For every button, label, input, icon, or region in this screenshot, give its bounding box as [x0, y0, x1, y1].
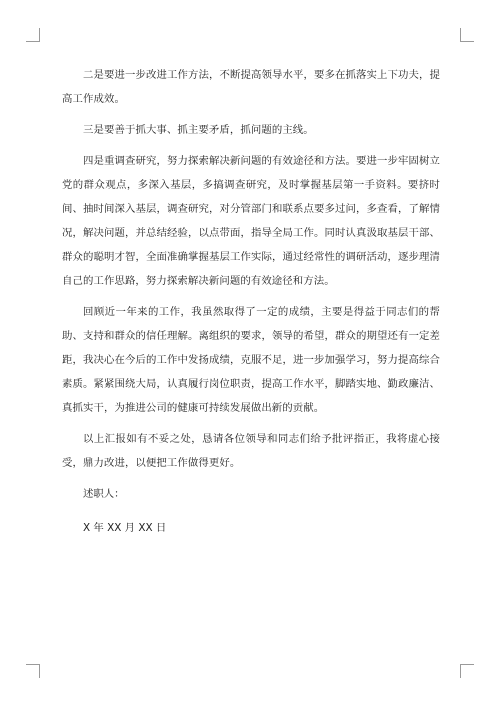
crop-mark-bottom-left [26, 664, 40, 678]
paragraph-method: 二是要进一步改进工作方法，不断提高领导水平，要多在抓落实上下功夫，提高工作成效。 [62, 69, 440, 105]
document-body [62, 63, 440, 540]
paragraph-research: 四是重调查研究，努力探索解决新问题的有效途径和方法。要进一步牢固树立党的群众观点，多深入基层，多搞调查研究，及时掌握基层第一手资料。要挤时间、抽时间深入基层，调查研究，对分管部门和联系点要多过问，多查看，了解情况，解决问题，并总结经验，以点带面，指导全局工作。同时认真汲取基层干部、群众的聪明才智，全面准确掌握基层工作实际，通过经常性的调研活动，逐步理清自己的工作思路，努力探索解决新问题的有效途径和方法。 [62, 155, 440, 287]
crop-mark-top-right [460, 28, 474, 42]
date-line: X 年 XX 月 XX 日 [83, 522, 167, 534]
signature-label: 述职人： [83, 488, 125, 500]
paragraph-review: 回顾近一年来的工作，我虽然取得了一定的成绩，主要是得益于同志们的帮助、支持和群众的信任理解。离组织的要求，领导的希望，群众的期望还有一定差距，我决心在今后的工作中发扬成绩，克服不足，进一步加强学习，努力提高综合素质。紧紧围绕大局，认真履行岗位职责，提高工作水平，脚踏实地、勤政廉洁、真抓实干，为推进公司的健康可持续发展做出新的贡献。 [62, 306, 440, 414]
paragraph-main-issues: 三是要善于抓大事、抓主要矛盾，抓问题的主线。 [83, 124, 314, 136]
crop-mark-top-left [26, 28, 40, 42]
crop-mark-bottom-right [460, 664, 474, 678]
paragraph-closing: 以上汇报如有不妥之处，恳请各位领导和同志们给予批评指正，我将虚心接受，鼎力改进，以便把工作做得更好。 [62, 433, 440, 469]
